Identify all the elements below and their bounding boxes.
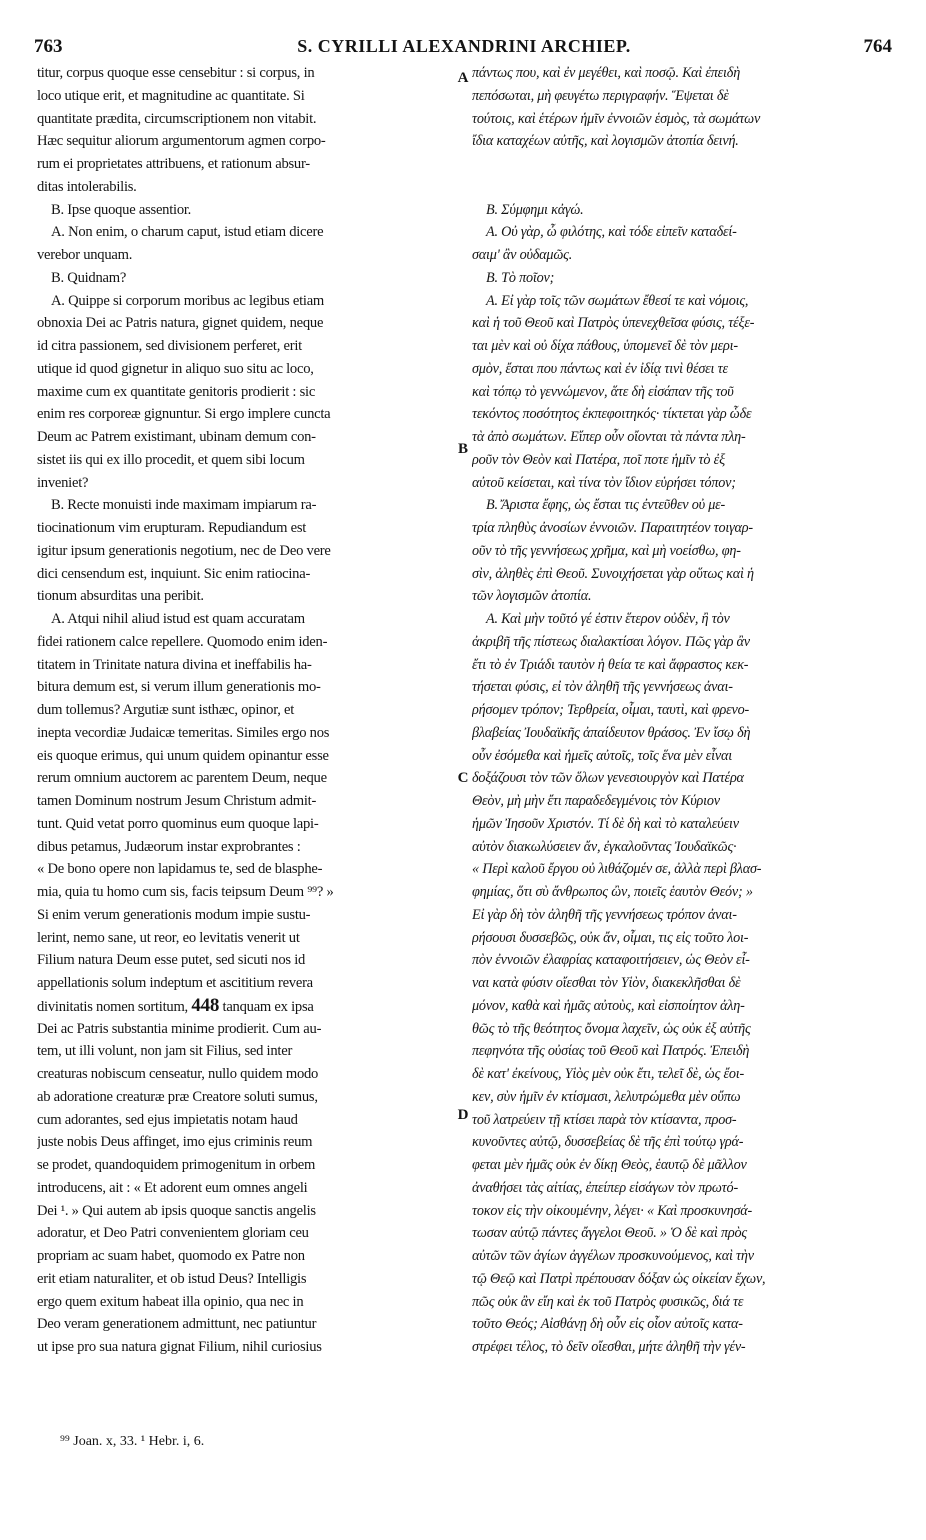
latin-line: Deo veram generationem admittunt, nec patiuntur bbox=[37, 1316, 317, 1333]
greek-line: καὶ τόπῳ τὸ γεννώμενον, ἅτε δὴ εἰσάπαν τῆς τοῦ bbox=[472, 383, 734, 400]
latin-line: tiocinationum vim erupturam. Repudiandum est bbox=[37, 520, 307, 536]
latin-line: A. Quippe si corporum moribus ac legibus etiam bbox=[51, 292, 325, 309]
latin-line: obnoxia Dei ac Patris natura, gignet quidem, neque bbox=[37, 315, 324, 332]
latin-line: Filium natura Deum esse putet, sed sicuti nos id bbox=[37, 952, 306, 969]
latin-line: tionum absurditas una peribit. bbox=[37, 588, 204, 605]
latin-line: titatem in Trinitate natura divina et ineffabilis ha- bbox=[37, 656, 312, 673]
section-marker-d: D bbox=[457, 1107, 469, 1123]
greek-line: οὖν ἐσόμεθα καὶ ἡμεῖς αὐτοῖς, τοῖς ἕνα μὲν εἶναι bbox=[472, 747, 732, 764]
greek-line: τήσεται φύσις, εἰ τὸν ἀληθῆ τῆς γεννήσεως ἀναι- bbox=[472, 679, 733, 696]
latin-line: mia, quia tu homo cum sis, facis teipsum Deum ⁹⁹? » bbox=[37, 884, 334, 900]
latin-line: igitur ipsum generationis negotium, nec de Deo vere bbox=[37, 542, 331, 559]
latin-line: tamen Dominum nostrum Jesum Christum admit- bbox=[37, 793, 317, 809]
greek-line: δὲ κατ' ἐκείνους, Υἱὸς μὲν οὐκ ἔτι, τελεῖ δὲ, ὡς ἔοι- bbox=[472, 1066, 745, 1082]
latin-line: B. Recte monuisti inde maximam impiarum ra- bbox=[51, 497, 317, 514]
greek-line: πὸν ἐννοιῶν ἐλαφρίας καταφοιτήσειεν, ὡς Θεὸν εἶ- bbox=[472, 952, 750, 969]
latin-line: enim res corporeæ gignuntur. Si ergo implere cuncta bbox=[37, 406, 331, 423]
greek-line: Θεὸν, μὴ μὴν ἔτι παραδεδεγμένοις τὸν Κύριον bbox=[472, 793, 720, 809]
greek-line: ναι κατὰ φύσιν οἴεσθαι τὸν Υἱὸν, διακεκλῆσθαι δὲ bbox=[472, 975, 741, 991]
greek-line: ρήσομεν τρόπον; Τερθρεία, οἶμαι, ταυτὶ, καὶ φρενο- bbox=[472, 702, 749, 718]
greek-line: ἴδια καταχέων αὐτῆς, καὶ λογισμῶν ἀτοπία δεινή. bbox=[472, 133, 739, 150]
latin-line: erit etiam naturaliter, et ob istud Deus? Intelligis bbox=[37, 1270, 307, 1287]
latin-line: dici censendum est, inquiunt. Sic enim ratiocina- bbox=[37, 565, 311, 582]
latin-line: rum ei proprietates attribuens, et rationum absur- bbox=[37, 156, 310, 172]
latin-line: bitura demum est, si verum illum generationis mo- bbox=[37, 679, 321, 696]
latin-line: ab adoratione creaturæ præ Creatore soluti sumus, bbox=[37, 1088, 318, 1105]
latin-line: Dei ac Patris substantia minime prodierit. Cum au- bbox=[37, 1020, 322, 1037]
latin-line: « De bono opere non lapidamus te, sed de blasphe- bbox=[37, 861, 323, 878]
section-marker-c: C bbox=[457, 770, 469, 786]
greek-line: τῷ Θεῷ καὶ Πατρὶ πρέπουσαν δόξαν ὡς οἰκείαν ἔχων, bbox=[472, 1270, 766, 1287]
greek-line: πεφηνότα τῆς οὐσίας τοῦ Θεοῦ καὶ Πατρός. Ἐπειδὴ bbox=[472, 1043, 750, 1060]
latin-line: Deum ac Patrem existimant, ubinam demum con- bbox=[37, 429, 316, 445]
greek-line: Εἰ γὰρ δὴ τὸν ἀληθῆ τῆς γεννήσεως τρόπον ἀναι- bbox=[472, 906, 737, 923]
greek-line: τοκον εἰς τὴν οἰκουμένην, λέγει· « Καὶ προσκυνησά- bbox=[472, 1202, 753, 1219]
latin-line: ut ipse pro sua natura gignat Filium, nihil curiosius bbox=[37, 1339, 322, 1355]
greek-line: οῦν τὸ τῆς γεννήσεως χρῆμα, καὶ μὴ νοείσθω, φη- bbox=[472, 542, 741, 559]
latin-line: cum adorantes, sed ejus impietatis notam haud bbox=[37, 1111, 298, 1128]
latin-line: tem, ut illi volunt, non jam sit Filius, sed inter bbox=[37, 1043, 293, 1060]
latin-line: maxime cum ex quantitate genitoris prodierit : sic bbox=[37, 383, 316, 400]
greek-line bbox=[472, 153, 900, 176]
running-title: S. CYRILLI ALEXANDRINI ARCHIEP. bbox=[297, 36, 631, 56]
latin-line: fidei rationem calce repellere. Quomodo enim iden- bbox=[37, 633, 328, 650]
page-number-left: 763 bbox=[34, 36, 63, 57]
latin-line: A. Atqui nihil aliud istud est quam accuratam bbox=[51, 611, 305, 627]
greek-line bbox=[472, 176, 900, 199]
latin-column bbox=[37, 62, 452, 1359]
latin-line: lerint, nemo sane, ut reor, eo levitatis venerit ut bbox=[37, 929, 300, 946]
latin-line: introducens, ait : « Et adorent eum omnes angeli bbox=[37, 1179, 308, 1196]
greek-line: τῶν λογισμῶν ἀτοπία. bbox=[472, 588, 592, 605]
greek-line: τοῦτο Θεός; Αἰσθάνῃ δὴ οὖν εἰς οἷον αὐτοῖς κατα- bbox=[472, 1316, 743, 1333]
latin-line: ditas intolerabilis. bbox=[37, 178, 137, 195]
latin-line: id citra passionem, sed divisionem perferet, erit bbox=[37, 338, 302, 354]
inline-page-number: 448 bbox=[191, 994, 220, 1016]
greek-line: τωσαν αὐτῷ πάντες ἄγγελοι Θεοῦ. » Ὁ δὲ καὶ πρὸς bbox=[472, 1225, 747, 1242]
latin-line: rerum omnium auctorem ac parentem Deum, neque bbox=[37, 770, 327, 787]
greek-line: τεκόντος ποσότητος ἐκπεφοιτηκός· τίκτεται γὰρ ὧδε bbox=[472, 406, 752, 423]
page-header bbox=[30, 30, 898, 60]
latin-line: sistet iis qui ex illo procedit, et quem sibi locum bbox=[37, 451, 305, 468]
greek-line: ἀκριβῆ τῆς πίστεως διαλακτίσαι λόγον. Πῶς γὰρ ἂν bbox=[472, 633, 750, 650]
greek-line: τὰ ἀπὸ σωμάτων. Εἴπερ οὖν οἴονται τὰ πάντα πλη- bbox=[472, 429, 746, 445]
greek-line: κυνοῦντες αὐτῷ, δυσσεβείας δὲ τῆς ἐπὶ τούτῳ γρά- bbox=[472, 1134, 744, 1151]
latin-line: titur, corpus quoque esse censebitur : si corpus, in bbox=[37, 65, 315, 81]
page-number-right: 764 bbox=[863, 36, 892, 57]
greek-line: ἀναθήσει τὰς αἰτίας, ἐπείπερ εἰσάγων τὸν πρωτό- bbox=[472, 1179, 738, 1196]
greek-line: Β. Σύμφημι κἀγώ. bbox=[486, 201, 584, 218]
greek-line: αὐτοῦ κείσεται, καὶ τίνα τὸν ἴδιον εὑρήσει τόπον; bbox=[472, 474, 736, 491]
greek-line: δοξάζουσι τὸν τῶν ὅλων γενεσιουργὸν καὶ Πατέρα bbox=[472, 770, 744, 787]
greek-line: καὶ ἡ τοῦ Θεοῦ καὶ Πατρὸς ὑπενεχθεῖσα φύσις, τέξε- bbox=[472, 315, 755, 332]
latin-line: quantitate prædita, circumscriptionem non vitabit. bbox=[37, 110, 317, 127]
greek-line: τοῦ λατρεύειν τῇ κτίσει παρὰ τὸν κτίσαντα, προσ- bbox=[472, 1111, 737, 1128]
greek-line: θῶς τὸ τῆς θεότητος ὄνομα λαχεῖν, ὡς οὐκ ἐξ αὐτῆς bbox=[472, 1020, 751, 1037]
greek-line: ἔτι τὸ ἐν Τριάδι ταυτὸν ἡ θεία τε καὶ ἄφραστος κεκ- bbox=[472, 656, 749, 673]
greek-line: « Περὶ καλοῦ ἔργου οὐ λιθάζομέν σε, ἀλλὰ περὶ βλασ- bbox=[472, 861, 762, 878]
latin-line: B. Quidnam? bbox=[51, 269, 127, 286]
latin-line: adoratur, et Deo Patri convenientem gloriam ceu bbox=[37, 1225, 309, 1242]
footnotes: ⁹⁹ Joan. x, 33. ¹ Hebr. i, 6. bbox=[60, 1434, 205, 1449]
latin-line: loco utique erit, et magnitudine ac quantitate. Si bbox=[37, 87, 305, 104]
latin-line: inepta vecordiæ Judaicæ temeritas. Similes ergo nos bbox=[37, 724, 330, 741]
latin-line-text: divinitatis nomen sortitum, bbox=[37, 998, 188, 1015]
greek-line: αὐτὸν διακωλύσειεν ἄν, ἐγκαλοῦντας Ἰουδαϊκῶς· bbox=[472, 838, 737, 855]
latin-line-text: tanquam ex ipsa bbox=[222, 998, 314, 1015]
latin-line: tunt. Quid vetat porro quominus eum quoque lapi- bbox=[37, 815, 319, 832]
latin-line: inveniet? bbox=[37, 474, 89, 491]
latin-line: Si enim verum generationis modum impie sustu- bbox=[37, 906, 311, 923]
greek-line: στρέφει τέλος, τὸ δεῖν οἴεσθαι, μήτε ἀληθῆ τὴν γέν- bbox=[472, 1339, 746, 1355]
greek-line: Β. Ἄριστα ἔφης, ὡς ἔσται τις ἐντεῦθεν οὐ με- bbox=[486, 497, 726, 514]
greek-line: Β. Τὸ ποῖον; bbox=[486, 269, 555, 286]
latin-line bbox=[37, 995, 452, 1018]
greek-line: Α. Καὶ μὴν τοῦτό γέ ἐστιν ἕτερον οὐδὲν, ἢ τὸν bbox=[486, 611, 730, 627]
latin-line: dibus petamus, Judæorum instar exprobrantes : bbox=[37, 838, 301, 855]
latin-line: propriam ac suam habet, quomodo ex Patre non bbox=[37, 1248, 305, 1264]
greek-column bbox=[472, 62, 900, 1359]
greek-line: τρία πληθὺς ἀνοσίων ἐννοιῶν. Παραιτητέον τοιγαρ- bbox=[472, 520, 753, 536]
latin-line: verebor unquam. bbox=[37, 247, 133, 263]
greek-line: βλαβείας Ἰουδαϊκῆς ἀπαίδευτον θράσος. Ἐν ἴσῳ δὴ bbox=[472, 724, 751, 741]
latin-line: B. Ipse quoque assentior. bbox=[51, 201, 192, 218]
greek-line: πῶς οὐκ ἂν εἴη καὶ ἐκ τοῦ Πατρὸς φυσικῶς, διά τε bbox=[472, 1293, 744, 1310]
latin-line: dum tollemus? Argutiæ sunt isthæc, opinor, et bbox=[37, 702, 295, 718]
greek-line: φημίας, ὅτι σὺ ἄνθρωπος ὢν, ποιεῖς ἑαυτὸν Θεόν; » bbox=[472, 884, 753, 900]
greek-line: σὶν, ἀληθὲς ἐπὶ Θεοῦ. Συνοιχήσεται γὰρ οὕτως καὶ ἡ bbox=[472, 565, 754, 582]
greek-line: πεπόσωται, μὴ φευγέτω περιγραφήν. Ἕψεται δὲ bbox=[472, 87, 729, 104]
latin-line: Hæc sequitur aliorum argumentorum agmen corpo- bbox=[37, 133, 326, 150]
section-marker-a: A bbox=[457, 70, 469, 86]
latin-line: appellationis solum indeptum et ascititium revera bbox=[37, 975, 313, 991]
greek-line: μόνον, καθὰ καὶ ἡμᾶς αὐτοὺς, καὶ εἰσποίητον ἀλη- bbox=[472, 997, 745, 1014]
latin-line: utique id quod gignetur in aliquo suo situ ac loco, bbox=[37, 360, 314, 377]
section-marker-b: B bbox=[457, 441, 468, 457]
greek-line: αὐτῶν τῶν ἁγίων ἀγγέλων προσκυνούμενος, καὶ τὴν bbox=[472, 1248, 754, 1264]
greek-line: σμὸν, ἔσται που πάντως καὶ ἐν ἰδίᾳ τινὶ θέσει τε bbox=[472, 360, 728, 377]
latin-line: eis quoque erimus, qui unum quidem opinantur esse bbox=[37, 747, 329, 764]
greek-line: Α. Οὐ γὰρ, ὦ φιλότης, καὶ τόδε εἰπεῖν καταδεί- bbox=[486, 224, 737, 241]
latin-line: Dei ¹. » Qui autem ab ipsis quoque sanctis angelis bbox=[37, 1202, 316, 1219]
latin-line: A. Non enim, o charum caput, istud etiam dicere bbox=[51, 224, 324, 241]
greek-line: ἡμῶν Ἰησοῦν Χριστόν. Τί δὲ δὴ καὶ τὸ καταλεύειν bbox=[472, 815, 739, 832]
greek-line: φεται μὲν ἡμᾶς οὐκ ἐν δίκῃ Θεὸς, ἑαυτῷ δὲ μᾶλλον bbox=[472, 1157, 747, 1173]
greek-line: ρήσουσι δυσσεβῶς, οὐκ ἄν, οἶμαι, τις εἰς τοῦτο λοι- bbox=[472, 929, 749, 946]
greek-line: σαιμ' ἂν οὐδαμῶς. bbox=[472, 247, 573, 263]
greek-line: πάντως που, καὶ ἐν μεγέθει, καὶ ποσῷ. Καὶ ἐπειδὴ bbox=[472, 65, 741, 81]
greek-line: ροῦν τὸν Θεὸν καὶ Πατέρα, ποῖ ποτε ἡμῖν τὸ ἐξ bbox=[472, 451, 725, 468]
greek-line: ται μὲν καὶ οὐ δίχα πάθους, ὑπομενεῖ δὲ τὸν μερι- bbox=[472, 338, 738, 354]
latin-line: ergo quem exitum habeat illa opinio, qua nec in bbox=[37, 1293, 304, 1310]
greek-line: Α. Εἰ γὰρ τοῖς τῶν σωμάτων ἔθεσί τε καὶ νόμοις, bbox=[486, 292, 749, 309]
greek-line: τούτοις, καὶ ἑτέρων ἡμῖν ἐννοιῶν ἑσμὸς, τὰ σωμάτων bbox=[472, 110, 761, 127]
greek-line: κεν, σὺν ἡμῖν ἐν κτίσμασι, λελυτρώμεθα μὲν οὔπω bbox=[472, 1088, 741, 1105]
latin-line: creaturas nobiscum censeatur, nullo quidem modo bbox=[37, 1066, 319, 1082]
latin-line: se prodet, quandoquidem primogenitum in orbem bbox=[37, 1157, 316, 1173]
latin-line: juste nobis Deus affinget, imo ejus criminis reum bbox=[37, 1134, 313, 1151]
